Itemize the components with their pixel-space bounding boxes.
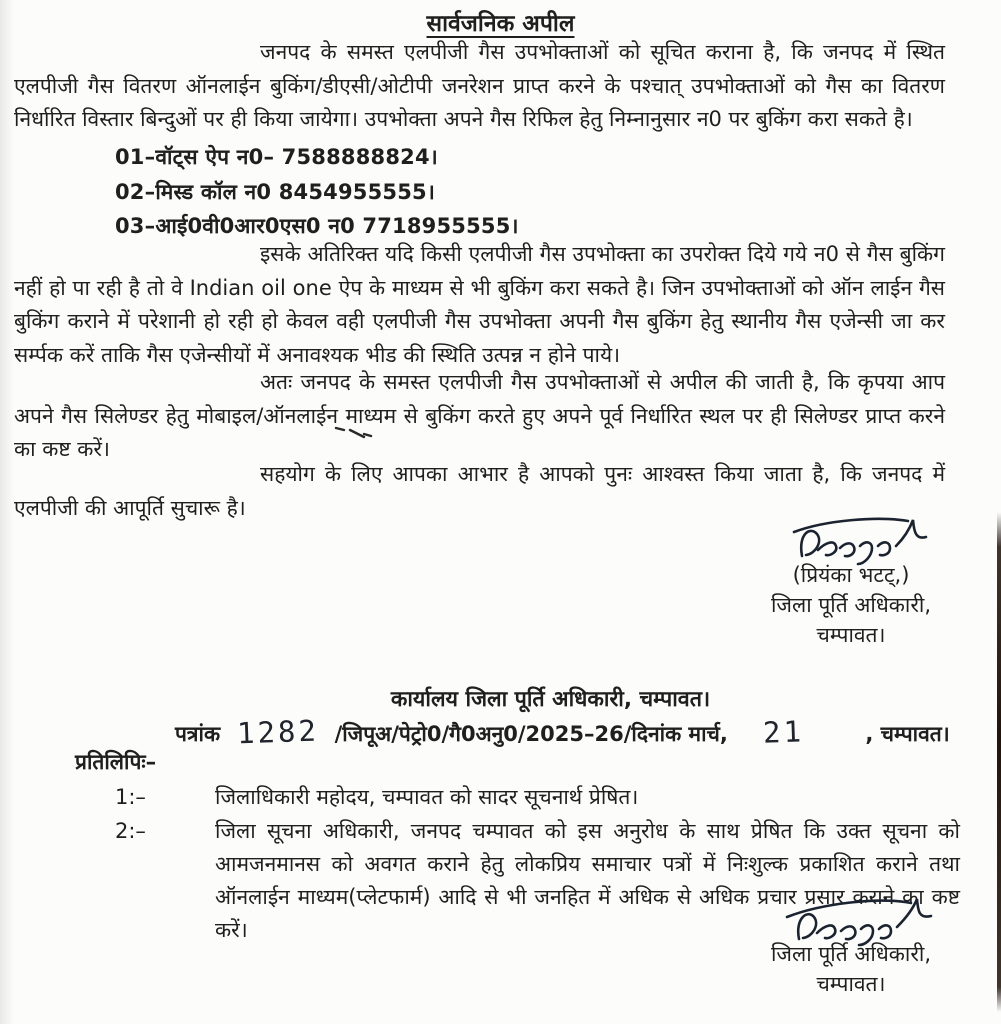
booking-line-ivrs: 03–आई0वी0आर0एस0 न0 7718955555। [115, 214, 519, 238]
paragraph-alternative-booking: इसके अतिरिक्त यदि किसी एलपीजी गैस उपभोक्ता का उपरोक्त दिये गये न0 से गैस बुकिंग नहीं हो पा रही है तो वे Indian oil one ऐप के माध्यम से भी बुकिंग करा सकते है। जिन उपभोक्ताओं को ऑन लाईन गैस बुकिंग कराने में परेशानी हो रही हो केवल वही एलपीजी गैस उपभोक्ता अपनी गैस बुकिंग हेतु स्थानीय गैस एजेन्सी जा कर सर्म्पक करें ताकि गैस एजेन्सीयों में अनावश्यक भीड की स्थिति उत्पन्न न होने पाये। [14, 242, 945, 367]
letter-date-handwritten: 21 [762, 714, 805, 750]
scanner-edge-artifact [997, 512, 1001, 1012]
letter-no-handwritten: 1282 [236, 713, 320, 751]
copy-item-text: जिला सूचना अधिकारी, जनपद चम्पावत को इस अनुरोध के साथ प्रेषित कि उक्त सूचना को आमजनमानस को अवगत कराने हेतु लोकप्रिय समाचार पत्रों में निःशुल्क प्रकाशित कराने तथा ऑनलाईन माध्यम(प्लेटफार्म) आदि से भी जनहित में अधिक से अधिक प्रचार प्रसार कराने का कष्ट करें। [215, 819, 960, 942]
booking-number-list [115, 140, 519, 244]
paragraph-appeal: अतः जनपद के समस्त एलपीजी गैस उपभोक्ताओं से अपील की जाती है, कि कृपया आप अपने गैस सिलेण्डर हेतु मोबाइल/ऑनलाईन माध्यम से बुकिंग करते हुए अपने पूर्व निर्धारित स्थल पर ही सिलेण्डर प्राप्त करने का कष्ट करें। [14, 370, 945, 461]
letter-no-prefix: पत्रांक [175, 722, 221, 746]
office-heading: कार्यालय जिला पूर्ति अधिकारी, चम्पावत। [390, 687, 711, 712]
signatory-name: (प्रियंका भटट्,) [792, 563, 910, 587]
copy-item-text: जिलाधिकारी महोदय, चम्पावत को सादर सूचनार्थ प्रेषित। [215, 785, 639, 809]
signature-block-top [731, 512, 971, 650]
copy-item-number: 2:– [115, 819, 146, 843]
letter-no-suffix: , चम्पावत। [865, 722, 950, 746]
signatory-designation: जिला पूर्ति अधिकारी, [770, 942, 932, 966]
copy-item-1 [115, 781, 960, 814]
signatory-designation: जिला पूर्ति अधिकारी, [770, 593, 932, 617]
copy-item-number: 1:– [115, 785, 146, 809]
signatory-place: चम्पावत। [816, 972, 886, 996]
ink-scribble-mark [330, 422, 390, 446]
signatory-place: चम्पावत। [816, 623, 886, 647]
copies-heading: प्रतिलिपिः– [75, 750, 157, 774]
signature-block-bottom [731, 893, 971, 999]
paragraph-intro: जनपद के समस्त एलपीजी गैस उपभोक्ताओं को सूचित कराना है, कि जनपद में स्थित एलपीजी गैस वितरण ऑनलाईन बुकिंग/डीएसी/ओटीपी जनरेशन प्राप्त करने के पश्चात् उपभोक्ताओं को गैस का वितरण निर्धारित विस्तार बिन्दुओं पर ही किया जायेगा। उपभोक्ता अपने गैस रिफिल हेतु निम्नानुसार न0 पर बुकिंग करा सकते है। [14, 40, 945, 131]
document-title: सार्वजनिक अपील [426, 11, 575, 37]
booking-line-missed-call: 02–मिस्ड कॉल न0 8454955555। [115, 179, 436, 204]
letter-number-line [175, 713, 981, 751]
booking-line-whatsapp: 01–वॉट्स ऐप न0– 7588888824। [115, 145, 438, 169]
paragraph-thanks: सहयोग के लिए आपका आभार है आपको पुनः आश्वस्त किया जाता है, कि जनपद में एलपीजी की आपूर्ति सुचारू है। [14, 462, 945, 520]
letter-no-middle: /जिपूअ/पेट्रो0/गै0अनु0/2025–26/दिनांक मार्च, [334, 722, 728, 746]
